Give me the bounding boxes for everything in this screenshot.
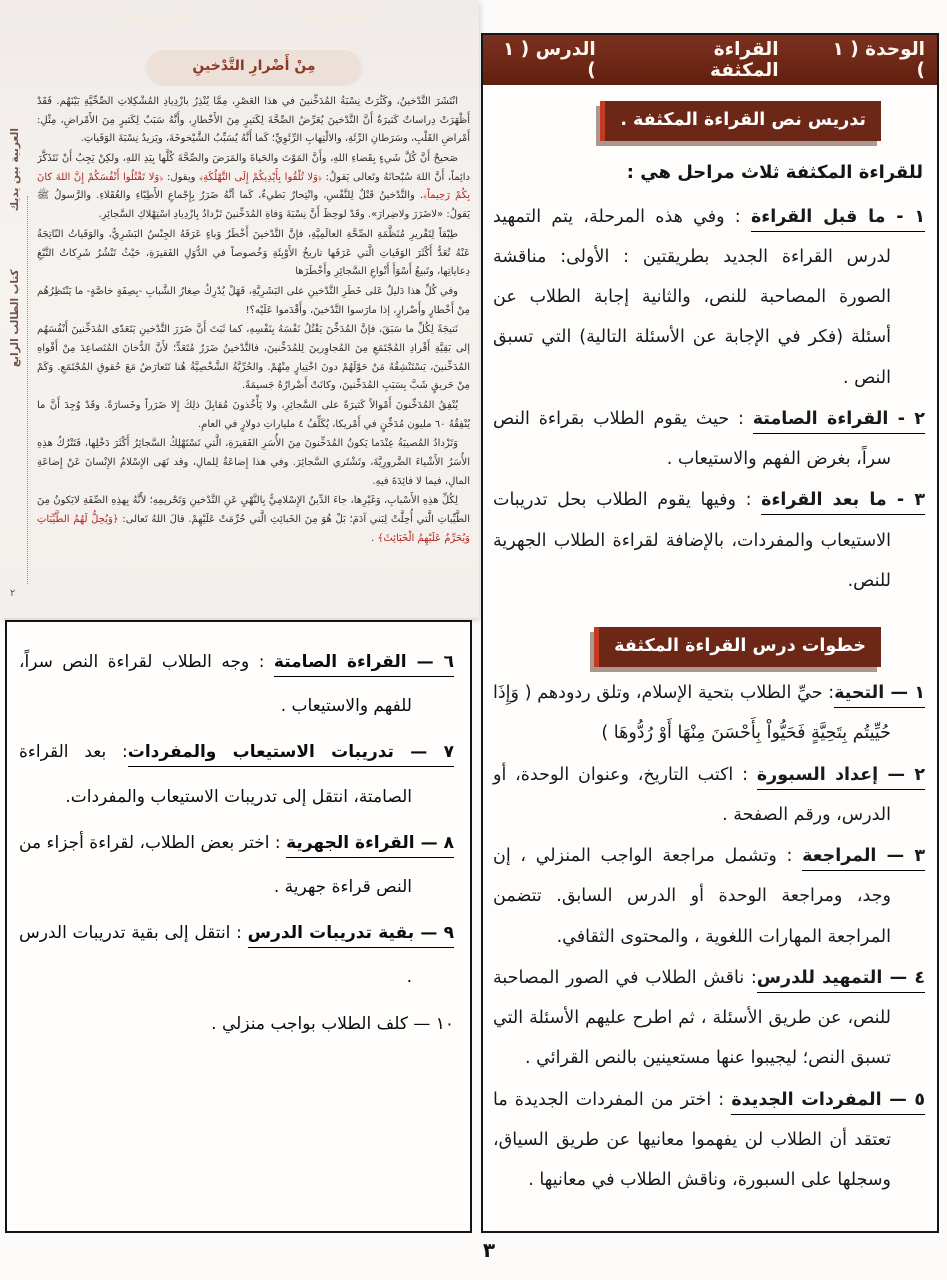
stage-item bbox=[493, 480, 925, 601]
paragraph-text: وفي كُلِّ هذا دَليلٌ عَلى خَطَرِ التَّدْخينِ على البَشَرِيَّةِ، فَهَلْ يُدْرِكُ صِغارُ الشَّبابِ -بِصِفَةٍ خاصَّةٍ- ما يَنْتَظِرُهُم مِنْ أَخْطارٍ وأَضْرارٍ، إذا مارَسوا التَّدْخينَ، وأَقْدَموا عَلَيْه؟! bbox=[37, 285, 470, 316]
reading-text-body bbox=[37, 93, 470, 610]
dotted-line bbox=[377, 19, 461, 20]
step-text: : ناقش الطلاب في الصور المصاحبة للنص، عن طريق الأسئلة ، ثم اطرح عليهم الأسئلة التي تسبق النص؛ ليجيبوا عنها مستعينين بالنص القرائي . bbox=[493, 967, 891, 1069]
step-item bbox=[493, 836, 925, 957]
step-title: التحية bbox=[834, 683, 885, 704]
column-body bbox=[483, 101, 937, 1200]
unit-label: الوحدة ( ١ ) bbox=[832, 39, 925, 81]
student-book-scan bbox=[0, 0, 479, 618]
paragraph-text: طِبْقاً لِتَقْريرِ مُنَظَّمَةِ الصِّحَّةِ العالَمِيَّةِ، فإنَّ التَّدْخينَ أَخْطَرُ وَباءٍ عَرَفَهُ الجِنْسُ البَشَرِيُّ، والوَفَياتُ النّاتِجَةُ عَنْهُ تُعَدُّ أَكْثَرَ الوَفَياتِ الَّتي عَرَفَها تاريخُ الأَوْبِئَةِ وَخُصوصاً في الدُّوَلِ الفَقيرَةِ، حَيْثُ تَنْشُرُ شَرِكاتُ التَّبْغِ دِعاياتِها، وتَبيعُ أَسْوَأَ أَنْواعِ السَّجائِرِ وأَخْطَرَها bbox=[37, 228, 470, 278]
book-spine-title bbox=[9, 128, 21, 558]
paragraph bbox=[37, 283, 470, 320]
paragraph-text: يُنْفِقُ المُدَخِّنونَ أَمْوالاً كَثيرَةً على السَّجائِرِ، ولا يَأْخُذونَ مُقابِلَ ذلِكَ إِلا ضَرَراً وخَسارَةً. وقَدْ وُجِدَ أَنَّ ما يُنْفِقُهُ ٦٠ مليون مُدَخِّنٍ في أَمْريكا، يُكَلِّفُ ٤ ملياراتِ دولارٍ في العامِ. bbox=[37, 400, 470, 430]
step-title: المفردات الجديدة bbox=[731, 1089, 882, 1110]
step-number: ١٠ — bbox=[407, 1013, 454, 1034]
stage-text: : حيث يقوم الطلاب بقراءة النص سراً، بغرض الفهم والاستيعاب . bbox=[493, 408, 891, 470]
reading-text-title: مِنْ أَضْرارِ التَّدْخينِ bbox=[146, 48, 362, 84]
paragraph bbox=[37, 150, 470, 225]
step-item bbox=[19, 730, 454, 818]
series-title: العربية بين يديك bbox=[9, 128, 21, 212]
step-number: ٥ — bbox=[881, 1089, 926, 1110]
scan-lesson-label: الدرس «١» bbox=[120, 12, 187, 26]
paragraph bbox=[37, 226, 470, 282]
paragraph-text: . bbox=[371, 532, 378, 544]
step-number: ٨ — bbox=[414, 832, 454, 853]
section-heading-row bbox=[493, 101, 925, 141]
step-title: بقية تدريبات الدرس bbox=[247, 923, 415, 944]
quran-verse: ﴿وَلا تَقْتُلُوا أَنْفُسَكُمْ إِنَّ اللهَ كانَ بِكُمْ رَحِيماً﴾ bbox=[37, 171, 470, 202]
page-number: ٣ bbox=[482, 1238, 496, 1262]
step-text: : وجه الطلاب لقراءة النص سراً، للفهم والاستيعاب . bbox=[19, 652, 412, 717]
dotted-line bbox=[197, 19, 279, 20]
step-text: : اكتب التاريخ، وعنوان الوحدة، أو الدرس، ورقم الصفحة . bbox=[493, 764, 891, 825]
step-item bbox=[19, 640, 454, 728]
stage-title: ما بعد القراءة bbox=[761, 490, 887, 511]
step-text: : انتقل إلى بقية تدريبات الدرس . bbox=[19, 923, 412, 988]
scan-unit-label: الوحدة «١» bbox=[301, 12, 367, 26]
section-heading-row bbox=[493, 627, 925, 667]
paragraph bbox=[37, 492, 470, 548]
stage-number: ١ - bbox=[885, 206, 926, 227]
step-text: : اختر بعض الطلاب، لقراءة أجزاء من النص قراءة جهرية . bbox=[19, 832, 412, 897]
quran-verse: ﴿وَلا تُلْقُوا بِأَيْدِيكُمْ إِلَى التَّهْلُكَةِ﴾ bbox=[199, 171, 323, 183]
section-heading-steps: خطوات درس القراءة المكثفة bbox=[594, 627, 881, 667]
step-number: ٤ — bbox=[882, 967, 926, 988]
step-text: : وتشمل مراجعة الواجب المنزلي ، إن وجد، ومراجعة الوحدة أو الدرس السابق. تتضمن المراجعة المهارات اللغوية ، والمحتوى الثقافي. bbox=[493, 846, 891, 947]
step-title: القراءة الجهرية bbox=[286, 832, 415, 853]
step-text: : بعد القراءة الصامتة، انتقل إلى تدريبات الاستيعاب والمفردات. bbox=[19, 742, 412, 807]
intro-line: للقراءة المكثفة ثلاث مراحل هي : bbox=[626, 162, 923, 183]
scan-header-bar bbox=[0, 0, 479, 40]
paragraph bbox=[37, 321, 470, 396]
step-title: المراجعة bbox=[802, 846, 877, 867]
step-number: ٢ — bbox=[878, 764, 926, 785]
section-label: القراءة المكثفة bbox=[710, 39, 779, 81]
stage-title: ما قبل القراءة bbox=[750, 206, 886, 227]
step-item bbox=[19, 821, 454, 909]
stage-number: ٣ - bbox=[886, 490, 926, 511]
step-title: القراءة الصامتة bbox=[273, 652, 407, 672]
paragraph-text: . والتَّدْخينُ قَتْلٌ لِلنَّفْسِ، وانْتِحارٌ بَطيءٌ، كَما أنَّهُ ضَرَرٌ بِإِجْماعِ الأَطِبّاءِ والعُقَلاءِ. والرَّسولُ ﷺ يَقولُ: «لاضَرَرَ ولاضِرارَ». وقَدْ لوحِظَ أَنَّ نِسْبَةَ وَفاةِ المُدَخِّنينَ تَزْدادُ بِازْدِيادِ اسْتِهْلاكِ السَّجائِرِ. bbox=[37, 190, 470, 221]
paragraph bbox=[37, 435, 470, 491]
stage-item bbox=[493, 399, 925, 480]
scan-page-number: ٢ bbox=[10, 588, 16, 599]
step-text: كلف الطلاب بواجب منزلي . bbox=[211, 1013, 408, 1034]
lesson-steps-box-continued bbox=[5, 620, 472, 1233]
paragraph-text: وَتَزْدادُ المُصيبَةُ عِنْدَما يَكونُ المُدَخِّنونَ مِنَ الأُسَرِ الفَقيرَةِ، الَّتي تَسْتَهْلِكُ السَّجائِرُ أَكْثَرَ دَخْلِها، فَتَتْرُكُ هذِهِ الأُسَرُ الأَشْياءَ الضَّرورِيَّةَ، وتَشْتَري السَّجائِرَ. وفي هذا إِضاعَةٌ لِلمالِ، وقد نَهَى الإِسْلامُ الإِنْسانَ عَنْ إِضاعَةِ المالِ، فيما لا فائِدَةَ فيهِ. bbox=[37, 438, 470, 487]
paragraph-text: صَحيحٌ أَنَّ كُلَّ شَيءٍ بِقَضاءِ اللهِ، وأَنَّ المَوْتَ والحَياةَ والمَرَضَ والصِّحَّةَ كُلَّها بِيَدِ اللهِ، ولكِنْ يَجِبُ أَنْ نَتَذَكَّرَ دائِماً، أَنَّ اللهَ سُبْحانَهُ وتَعالى يَقولُ: bbox=[37, 153, 470, 183]
paragraph-text: لِكُلِّ هذِهِ الأَسْبابِ، وَغَيْرِها، جاءَ الدِّينُ الإِسْلامِيُّ بِالنَّهْيِ عَنِ التَّدْخينِ وَتَحْريمِهِ؛ لأَنَّهُ بِهذِهِ الصِّفَةِ لايَكونُ مِنَ الطَّيِّباتِ الَّتي أُحِلَّتْ لِبَني آدَمَ؛ بَلْ هُوَ مِنَ الخَبائِثِ الَّتي حُرِّمَتْ عَلَيْهِمْ. قالَ اللهُ تَعالى: bbox=[37, 495, 470, 526]
step-text: : اختر من المفردات الجديدة ما تعتقد أن الطلاب لن يفهموا معانيها عن طريق السياق، وسجلها على السبورة، وناقش الطلاب في معانيها . bbox=[493, 1089, 891, 1191]
step-item bbox=[493, 958, 925, 1079]
paragraph bbox=[37, 397, 470, 434]
lesson-label: الدرس ( ١ ) bbox=[502, 39, 596, 81]
stage-text: : وفي هذه المرحلة، يتم التمهيد لدرس القراءة الجديد بطريقتين : الأولى: مناقشة الصورة المصاحبة للنص، والثانية إجابة الطلاب عن أسئلة (فكر في الإجابة عن الأسئلة التالية) التي تسبق النص . bbox=[493, 206, 891, 388]
step-item bbox=[493, 1080, 925, 1201]
book-title: كتاب الطالب الرابع bbox=[9, 269, 21, 368]
step-number: ٣ — bbox=[876, 846, 925, 867]
step-text: : حيِّ الطلاب بتحية الإسلام، وتلق ردودهم ( وَإِذَا حُيِّيتُم بِتَحِيَّةٍ فَحَيُّواْ بِأَحْسَنَ مِنْهَا أَوْ رُدُّوهَا ) bbox=[493, 683, 891, 744]
teacher-guide-column bbox=[481, 33, 939, 1233]
step-number: ٩ — bbox=[414, 923, 454, 944]
stage-title: القراءة الصامتة bbox=[752, 408, 889, 429]
step-item bbox=[19, 1002, 454, 1046]
paragraph-text: نَتيجَةً لِكُلِّ ما سَبَقَ، فإنَّ المُدَخِّنَ يَقْتُلُ نَفْسَهُ بِنَفْسِهِ، كما ثَبَتَ أَنَّ ضَرَرَ التَّدْخينِ يَتَعَدّى المُدَخِّنينَ أَنْفُسَهُم إلى بَقِيَّةِ أَفْرادِ المُجْتَمَعِ مِنَ المُجاوِرينَ لِلمُدَخِّنينَ، فالتَّدْخينُ ضَرَرٌ مُتَعَدٍّ؛ لأَنَّ الدُّخانَ المُتَصاعِدَ مِنْ أَفْواهِ المُدَخِّنينَ، يَسْتَنْشِقُهُ مَنْ حَوْلَهُمْ دونَ اخْتِيارٍ مِنْهُمْ. والحُرِّيَّةُ الشَّخْصِيَّةُ هُنا تَتَعارَضُ مَعَ حُقوقِ المُجْتَمَعِ. وَكَمْ مِنْ حَريقٍ شَبَّ بِسَبَبِ المُدَخِّنينَ، وكانَتْ أَضْرارُهُ جَسيمَةً. bbox=[37, 324, 470, 392]
step-item bbox=[493, 673, 925, 754]
quran-verse: ﴿وَيُحِلُّ لَهُمُ الطَّيِّبَاتِ وَيُحَرِّمُ عَلَيْهِمُ الْخَبَائِثَ﴾ bbox=[37, 514, 470, 544]
stage-text: : وفيها يقوم الطلاب بحل تدريبات الاستيعاب والمفردات، بالإضافة لقراءة الطلاب الجهرية للنص. bbox=[493, 490, 891, 591]
step-number: ١ — bbox=[884, 683, 925, 704]
stage-item bbox=[493, 197, 925, 398]
step-title: تدريبات الاستيعاب والمفردات bbox=[127, 742, 394, 763]
paragraph-text: ويقول: bbox=[163, 171, 200, 183]
dotted-margin-line bbox=[27, 196, 28, 584]
step-title: إعداد السبورة bbox=[756, 764, 879, 785]
step-number: ٦ — bbox=[406, 652, 454, 672]
column-title-bar bbox=[483, 35, 937, 85]
paragraph-text: انْتَشَرَ التَّدْخينُ، وكَثُرَتْ نِسْبَةُ المُدَخِّنينَ في هذا العَصْرِ، مِمَّا يُنْذِرُ بازْدِيادِ المُشْكِلاتِ الصِّحِّيَّةِ بَيْنَهُم. فَقَدْ أَظْهَرَتْ دِراساتٌ كَثيرَةٌ أَنَّ التَّدْخينَ يُعَرِّضُ الصِّحَّةَ لِكَثيرٍ مِنَ الأَخْطارِ، وأَنَّهُ سَبَبٌ لِكَثيرٍ مِنَ الأَمْراضِ، مِثْلِ: أَمْراضِ القَلْبِ، وسَرَطانِ الرِّئَةِ، والالْتِهابِ الرِّئَوِيِّ؛ كَما أَنَّهُ يُسَبِّبُ الشَّيْخوخَةَ، ويَزيدُ نِسْبَةَ الوَفَياتِ. bbox=[37, 96, 470, 145]
step-item bbox=[19, 911, 454, 999]
step-title: التمهيد للدرس bbox=[756, 967, 883, 988]
stage-number: ٢ - bbox=[888, 408, 925, 429]
step-item bbox=[493, 755, 925, 836]
paragraph bbox=[37, 93, 470, 149]
dotted-line bbox=[15, 19, 99, 20]
section-heading-teaching: تدريس نص القراءة المكثفة . bbox=[600, 101, 881, 141]
step-number: ٧ — bbox=[393, 742, 454, 763]
